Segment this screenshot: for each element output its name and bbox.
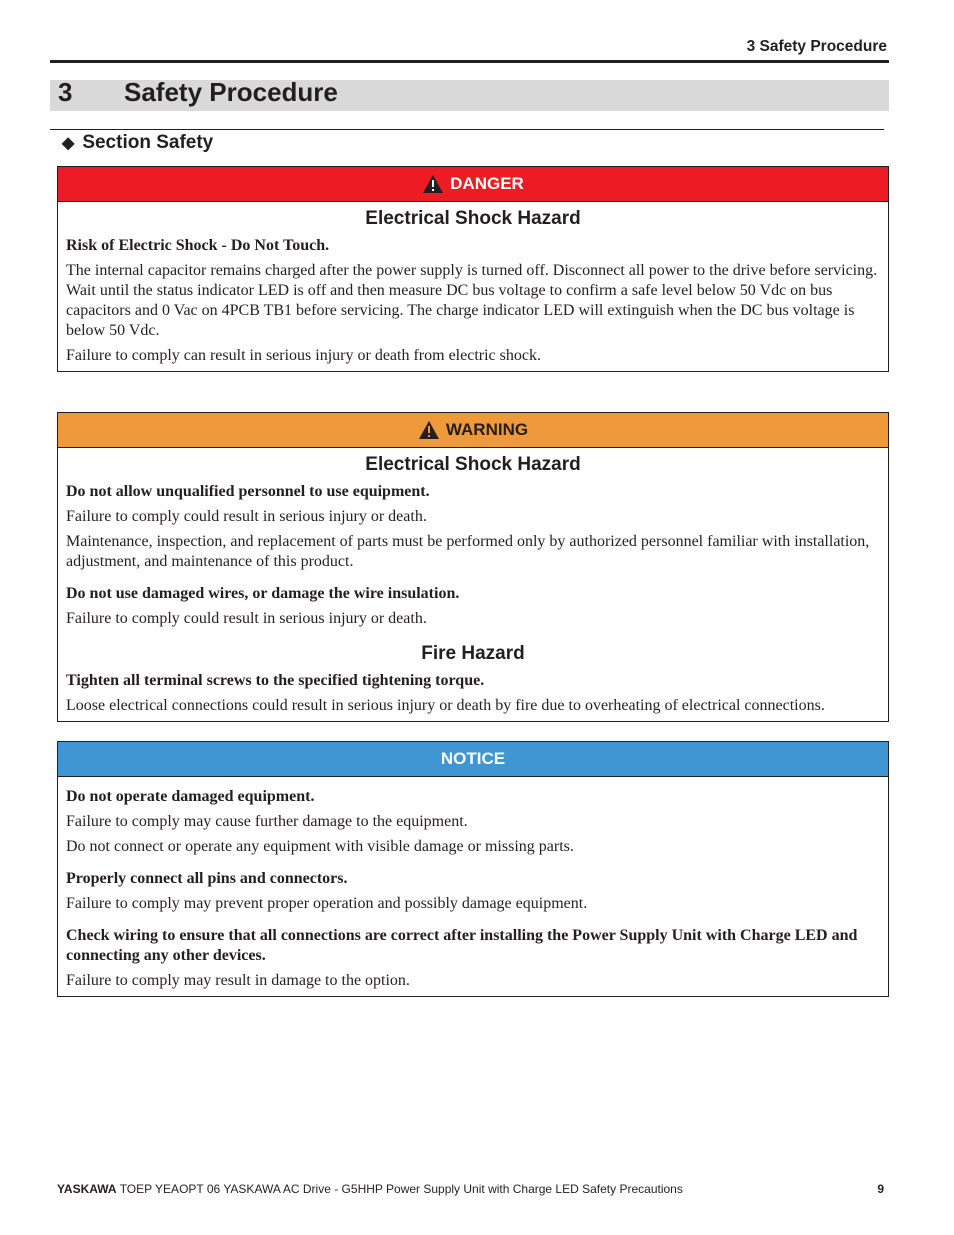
footer-text: TOEP YEAOPT 06 YASKAWA AC Drive - G5HHP Power Supply Unit with Charge LED Safety Precautions <box>116 1182 683 1196</box>
warning-lead: Do not use damaged wires, or damage the wire insulation. <box>66 585 460 602</box>
chapter-title: Safety Procedure <box>124 77 338 107</box>
section-rule <box>50 129 884 130</box>
warning-label: WARNING <box>445 420 529 439</box>
notice-label: NOTICE <box>440 749 506 768</box>
section-heading <box>62 132 213 154</box>
page-footer <box>57 1182 884 1196</box>
danger-text: Failure to comply can result in serious injury or death from electric shock. <box>66 347 541 364</box>
notice-lead: Check wiring to ensure that all connections are correct after installing the Power Supply Unit with Charge LED and connecting any other devices. <box>66 927 858 964</box>
warning-lead: Do not allow unqualified personnel to use equipment. <box>66 483 430 500</box>
notice-box <box>57 741 889 997</box>
footer-brand: YASKAWA <box>57 1182 117 1196</box>
notice-lead: Properly connect all pins and connectors. <box>66 870 348 887</box>
chapter-heading <box>50 77 889 111</box>
notice-text: Failure to comply may prevent proper operation and possibly damage equipment. <box>66 895 588 912</box>
danger-text: Wait until the status indicator LED is off and then measure DC bus voltage to confirm a safe level below 50 Vdc on bus capacitors and 0 Vac on 4PCB TB1 before servicing. The charge indicator LED will extinguish when the DC bus voltage is below 50 Vdc. <box>66 282 855 339</box>
danger-header <box>58 167 888 202</box>
notice-text: Failure to comply may cause further damage to the equipment. <box>66 813 468 830</box>
header-rule <box>50 60 889 63</box>
warning-header <box>58 413 888 448</box>
warning-text: Failure to comply could result in serious injury or death. <box>66 508 427 525</box>
warning-box <box>57 412 889 722</box>
danger-lead: Risk of Electric Shock - Do Not Touch. <box>66 237 330 254</box>
hazard-title: Fire Hazard <box>421 643 525 664</box>
hazard-title: Electrical Shock Hazard <box>365 454 581 475</box>
warning-triangle-icon <box>418 420 440 440</box>
danger-label: DANGER <box>450 174 524 193</box>
notice-header <box>58 742 888 777</box>
notice-lead: Do not operate damaged equipment. <box>66 788 315 805</box>
warning-triangle-icon <box>422 174 444 194</box>
warning-text: Failure to comply could result in serious injury or death. <box>66 610 427 627</box>
notice-text: Do not connect or operate any equipment with visible damage or missing parts. <box>66 838 574 855</box>
danger-box <box>57 166 889 372</box>
notice-text: Failure to comply may result in damage to the option. <box>66 972 410 989</box>
hazard-title: Electrical Shock Hazard <box>365 208 581 229</box>
chapter-number: 3 <box>58 77 73 107</box>
running-header: 3 Safety Procedure <box>746 38 887 55</box>
warning-lead: Tighten all terminal screws to the specified tightening torque. <box>66 672 485 689</box>
warning-text: Loose electrical connections could result in serious injury or death by fire due to overheating of electrical connections. <box>66 697 825 714</box>
danger-text: The internal capacitor remains charged after the power supply is turned off. Disconnect all power to the drive before servicing. <box>66 262 878 279</box>
page-number: 9 <box>877 1182 884 1196</box>
warning-text: Maintenance, inspection, and replacement of parts must be performed only by authorized personnel familiar with installation, adjustment, and maintenance of this product. <box>66 533 870 570</box>
section-title: Section Safety <box>82 132 214 153</box>
diamond-bullet-icon: ◆ <box>62 135 75 152</box>
